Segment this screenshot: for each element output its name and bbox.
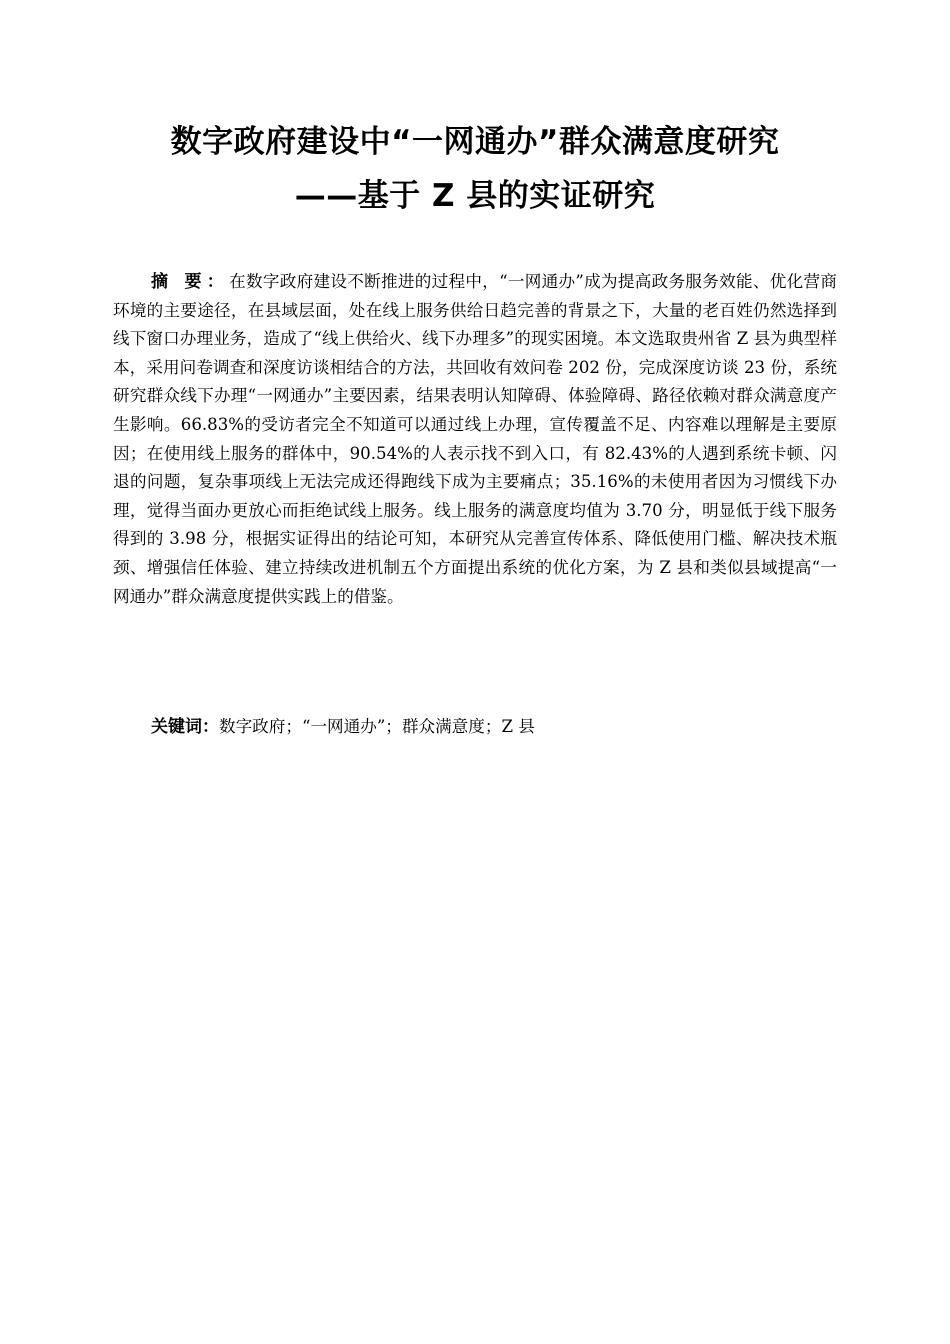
paper-subtitle: ——基于 Z 县的实证研究 [294, 178, 656, 214]
keywords-line [151, 712, 841, 742]
abstract-label: 摘 要： [151, 272, 230, 292]
abstract-paragraph [113, 268, 837, 611]
keywords-label: 关键词： [151, 717, 219, 737]
paper-title: 数字政府建设中“一网通办”群众满意度研究 [170, 124, 780, 160]
abstract-text: 在数字政府建设不断推进的过程中，“一网通办”成为提高政务服务效能、优化营商环境的主要途径，在县域层面，处在线上服务供给日趋完善的背景之下，大量的老百姓仍然选择到线下窗口办理业务，造成了“线上供给火、线下办理多”的现实困境。本文选取贵州省 Z 县为典型样本，采用问卷调查和深度访谈相结合的方法，共回收有效问卷 202 份，完成深度访谈 23 份，系统研究群众线下办理“一网通办”主要因素，结果表明认知障碍、体验障碍、路径依赖对群众满意度产生影响。66.83%的受访者完全不知道可以通过线上办理，宣传覆盖不足、内容难以理解是主要原因；在使用线上服务的群体中，90.54%的人表示找不到入口，有 82.43%的人遇到系统卡顿、闪退的问题，复杂事项线上无法完成还得跑线下成为主要痛点；35.16%的未使用者因为习惯线下办理，觉得当面办更放心而拒绝试线上服务。线上服务的满意度均值为 3.70 分，明显低于线下服务得到的 3.98 分，根据实证得出的结论可知，本研究从完善宣传体系、降低使用门槛、解决技术瓶颈、增强信任体验、建立持续改进机制五个方面提出系统的优化方案，为 Z 县和类似县域提高“一网通办”群众满意度提供实践上的借鉴。 [113, 272, 838, 606]
keywords-text: 数字政府；“一网通办”；群众满意度；Z 县 [219, 717, 535, 736]
